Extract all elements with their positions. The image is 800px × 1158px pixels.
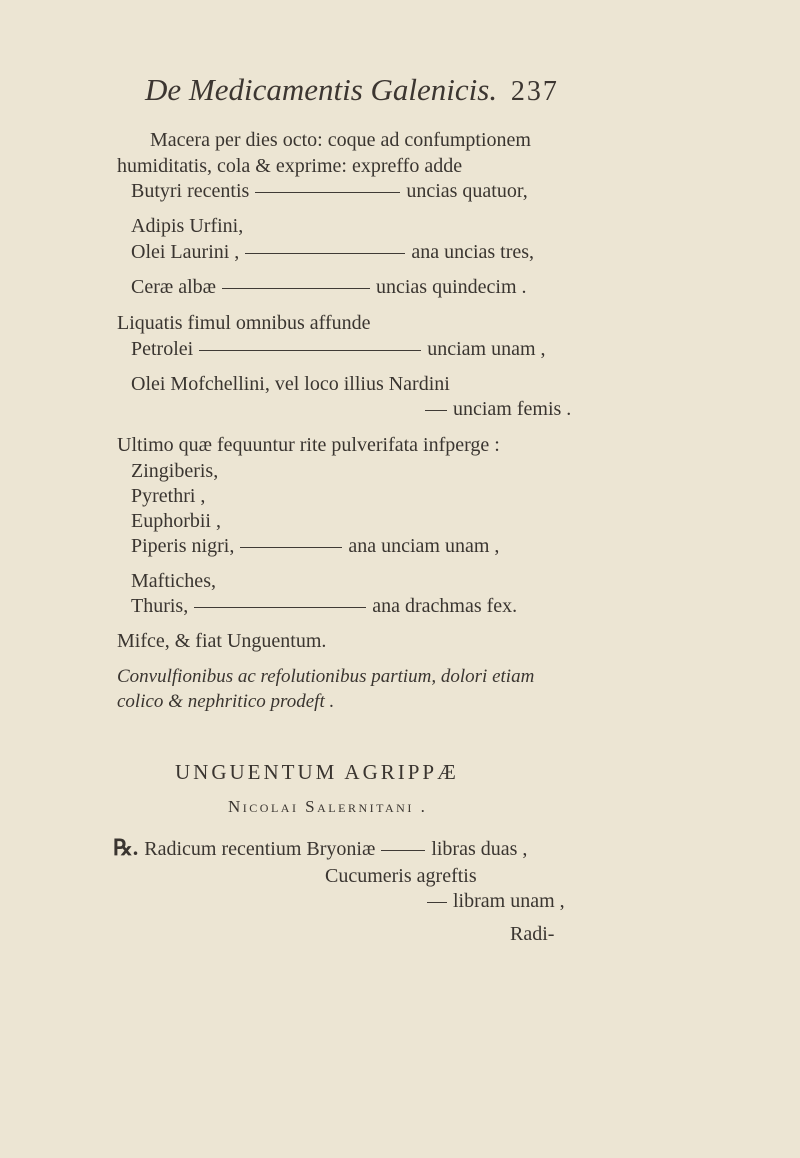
catchword: Radi- <box>510 923 555 945</box>
text-line <box>131 594 517 618</box>
text-line: Pyrethri , <box>131 485 206 507</box>
italic-note: Convulfionibus ac refolutionibus partium, dolori etiam <box>117 666 535 687</box>
running-title: De Medicamentis Galenicis <box>145 72 490 107</box>
quantity: libras duas , <box>431 838 528 860</box>
leader-dash <box>245 253 405 254</box>
text-line <box>131 275 527 299</box>
text-line: humiditatis, cola & exprime: expreffo adde <box>117 155 463 177</box>
recipe-title: UNGUENTUM AGRIPPÆ <box>175 760 459 784</box>
text-line: Maftiches, <box>131 570 216 592</box>
recipe-symbol: ℞. <box>113 835 139 860</box>
quantity: uncias quatuor, <box>406 180 528 202</box>
recipe-author: Nicolai Salernitani . <box>228 797 428 816</box>
leader-dash <box>194 607 366 608</box>
text-line <box>131 337 546 361</box>
text-line <box>427 889 565 913</box>
text-line: Olei Mofchellini, vel loco illius Nardini <box>131 373 450 395</box>
ingredient: Thuris, <box>131 595 189 617</box>
quantity: uncias quindecim . <box>376 276 527 298</box>
text-line: Ultimo quæ fequuntur rite pulverifata infperge : <box>117 434 500 456</box>
ingredient: Piperis nigri, <box>131 535 235 557</box>
quantity: ana drachmas fex. <box>372 595 518 617</box>
leader-dash <box>427 902 447 903</box>
leader-dash <box>425 410 447 411</box>
quantity: ana uncias tres, <box>411 241 535 263</box>
text-line: Zingiberis, <box>131 460 219 482</box>
leader-dash <box>222 288 370 289</box>
ingredient: Olei Laurini , <box>131 241 240 263</box>
ingredient: Ceræ albæ <box>131 276 216 298</box>
text-line <box>113 836 527 861</box>
quantity: ana unciam unam , <box>348 535 500 557</box>
quantity: unciam unam , <box>427 338 546 360</box>
leader-dash <box>240 547 342 548</box>
ingredient: Radicum recentium Bryoniæ <box>144 838 376 860</box>
ingredient: Petrolei <box>131 338 194 360</box>
text-line <box>131 179 528 203</box>
text-line <box>131 240 534 264</box>
leader-dash <box>381 850 425 851</box>
text-line: Euphorbii , <box>131 510 221 532</box>
page-number: 237 <box>510 76 559 107</box>
text-line <box>131 534 499 558</box>
text-line: Mifce, & fiat Unguentum. <box>117 630 327 652</box>
text-line: Adipis Urfini, <box>131 215 244 237</box>
text-line: Cucumeris agreftis <box>325 865 477 887</box>
ingredient: Butyri recentis <box>131 180 250 202</box>
quantity: libram unam , <box>453 890 565 912</box>
quantity: unciam femis . <box>453 398 572 420</box>
text-line: Macera per dies octo: coque ad confumptionem <box>150 129 531 151</box>
leader-dash <box>199 350 421 351</box>
text-line: Liquatis fimul omnibus affunde <box>117 312 371 334</box>
italic-note: colico & nephritico prodeft . <box>117 691 335 712</box>
running-header: De Medicamentis Galenicis. 237 <box>145 72 559 107</box>
leader-dash <box>255 192 400 193</box>
text-line <box>425 397 571 421</box>
